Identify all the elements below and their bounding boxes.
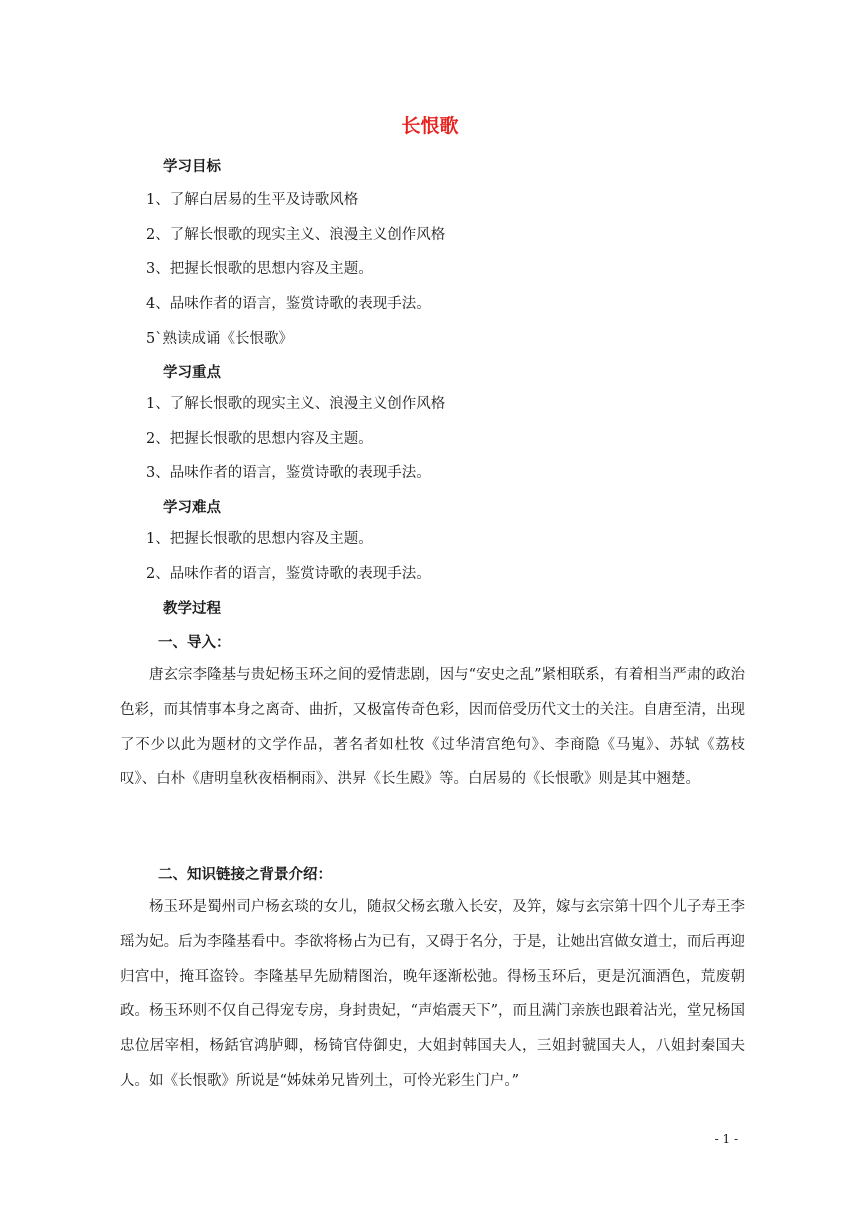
key-points-heading: 学习重点 xyxy=(163,365,221,381)
page-number: - 1 - xyxy=(714,1132,738,1146)
document-title: 长恨歌 xyxy=(401,115,459,137)
objective-item: 4、品味作者的语言，鉴赏诗歌的表现手法。 xyxy=(146,296,431,312)
objectives-heading: 学习目标 xyxy=(163,159,221,175)
key-point-item: 2、把握长恨歌的思想内容及主题。 xyxy=(146,431,373,447)
objective-item: 5`熟读成诵《长恨歌》 xyxy=(146,331,293,347)
difficulty-item: 1、把握长恨歌的思想内容及主题。 xyxy=(146,531,373,547)
objective-item: 2、了解长恨歌的现实主义、浪漫主义创作风格 xyxy=(146,227,446,243)
section-background-paragraph: 杨玉环是蜀州司户杨玄琰的女儿，随叔父杨玄璬入长安，及笄，嫁与玄宗第十四个儿子寿王李瑶为妃。后为李隆基看中。李欲将杨占为已有，又碍于名分，于是，让她出宫做女道士，而后再迎归宫中，掩耳盗铃。李隆基早先励精图治，晚年逐渐松弛。得杨玉环后，更是沉湎酒色，荒废朝政。杨玉环则不仅自己得宠专房，身封贵妃，“声焰震天下”，而且满门亲族也跟着沾光，堂兄杨国忠位居宰相，杨銛官鸿胪卿，杨锜官侍御史，大姐封韩国夫人，三姐封虢国夫人，八姐封秦国夫人。如《长恨歌》所说是“姊妹弟兄皆列土，可怜光彩生门户。” xyxy=(120,899,745,1089)
section-background-heading: 二、知识链接之背景介绍： xyxy=(158,867,332,883)
objective-item: 1、了解白居易的生平及诗歌风格 xyxy=(146,192,359,208)
section-intro-heading: 一、导入： xyxy=(158,635,231,651)
process-heading: 教学过程 xyxy=(163,601,221,617)
section-intro-paragraph: 唐玄宗李隆基与贵妃杨玉环之间的爱情悲剧，因与“安史之乱”紧相联系，有着相当严肃的政治色彩，而其情事本身之离奇、曲折，又极富传奇色彩，因而倍受历代文士的关注。自唐至清，出现了不少以此为题材的文学作品，著名者如杜牧《过华清宫绝句》、李商隐《马嵬》、苏轼《荔枝叹》、白朴《唐明皇秋夜梧桐雨》、洪昇《长生殿》等。白居易的《长恨歌》则是其中翘楚。 xyxy=(120,667,745,788)
difficulty-item: 2、品味作者的语言，鉴赏诗歌的表现手法。 xyxy=(146,566,431,582)
difficulties-heading: 学习难点 xyxy=(163,500,221,516)
key-point-item: 1、了解长恨歌的现实主义、浪漫主义创作风格 xyxy=(146,396,446,412)
objective-item: 3、把握长恨歌的思想内容及主题。 xyxy=(146,261,373,277)
key-point-item: 3、品味作者的语言，鉴赏诗歌的表现手法。 xyxy=(146,465,431,481)
